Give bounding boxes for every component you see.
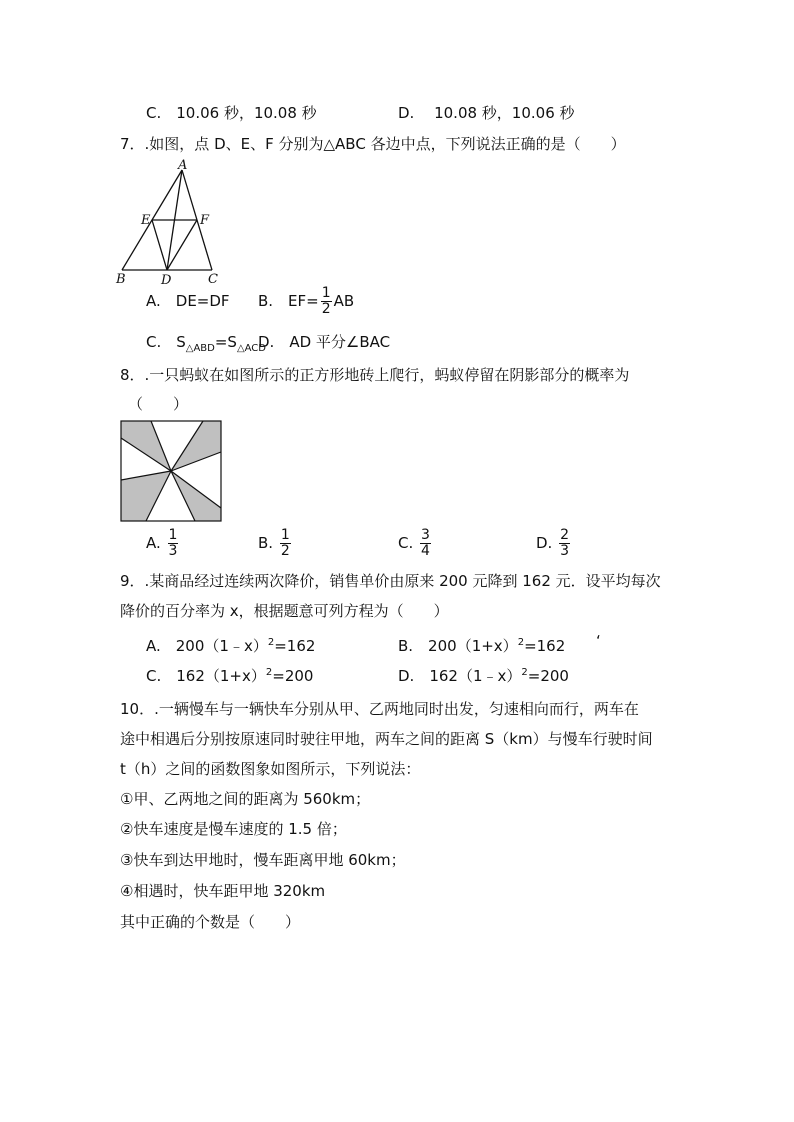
q7-stem: 7．.如图，点 D、E、F 分别为△ABC 各边中点，下列说法正确的是（ ） [120, 135, 626, 153]
label-a: A [178, 158, 188, 173]
q7-option-d: D. AD 平分∠BAC [258, 333, 391, 351]
q9-option-b: B. $200(1+x)^2=162$ [398, 637, 566, 655]
q10-line-1: 10．.一辆慢车与一辆快车分别从甲、乙两地同时出发，匀速相向而行，两车在 [120, 700, 639, 718]
q10-statement-1: ①甲、乙两地之间的距离为 560km； [120, 790, 371, 808]
q7-option-a: A. DE=DF [146, 292, 230, 310]
q8-stem-bracket: （ ） [128, 395, 189, 413]
q9-option-d: D. 162（1﹣x）$^2$=200 [398, 667, 569, 685]
label-c: C [208, 272, 218, 287]
shaded-sector-3 [171, 471, 221, 521]
shaded-sector-2 [171, 421, 221, 471]
q10-question: 其中正确的个数是（ ） [120, 913, 301, 931]
label-f: F [200, 213, 210, 228]
q8-stem: 8．.一只蚂蚁在如图所示的正方形地砖上爬行，蚂蚁停留在阴影部分的概率为 [120, 366, 630, 384]
label-e: E [141, 213, 151, 228]
q8-square-tile-figure [120, 420, 223, 523]
q10-statement-3: ③快车到达甲地时，慢车距离甲地 60km； [120, 851, 406, 869]
q10-statement-4: ④相遇时，快车距甲地 320km [120, 882, 326, 900]
q9-option-c: C. $162(1+x)^2=200$ [146, 667, 314, 685]
label-d: D [161, 273, 172, 288]
q7-option-b: B. EF= $\frac{1}{2}$ AB [258, 285, 355, 317]
q8-option-b: B. $\frac{1}{2}$ [258, 527, 290, 559]
q8-option-d: D. $\frac{2}{3}$ [536, 527, 570, 559]
q10-statement-2: ②快车速度是慢车速度的 1.5 倍； [120, 820, 347, 838]
q9-option-a: A. 200（1﹣x）$^2$=162 [146, 637, 316, 655]
q10-line-2: 途中相遇后分别按原速同时驶往甲地，两车之间的距离 S（km）与慢车行驶时间 [120, 730, 653, 748]
q10-line-3: t（h）之间的函数图象如图所示，下列说法： [120, 760, 421, 778]
q9-stem: 9．.某商品经过连续两次降价，销售单价由原来 200 元降到 162 元．设平均每次 [120, 572, 661, 590]
q6-option-d: D. 10.08 秒，10.06 秒 [398, 104, 575, 122]
q7-triangle-figure [112, 158, 224, 288]
q8-option-a: A. $\frac{1}{3}$ [146, 527, 178, 559]
q8-option-c: C. $\frac{3}{4}$ [398, 527, 430, 559]
label-b: B [116, 272, 126, 287]
q9-stray-mark: ‘ [596, 632, 601, 650]
q6-option-c: C. 10.06 秒，10.08 秒 [146, 104, 317, 122]
shaded-sector-1 [121, 421, 171, 471]
q7-option-c: C. $S_{\triangle ABD}=S_{\triangle ACD}$ [146, 333, 266, 354]
q9-stem-line2: 降价的百分率为 x，根据题意可列方程为（ ） [120, 602, 449, 620]
